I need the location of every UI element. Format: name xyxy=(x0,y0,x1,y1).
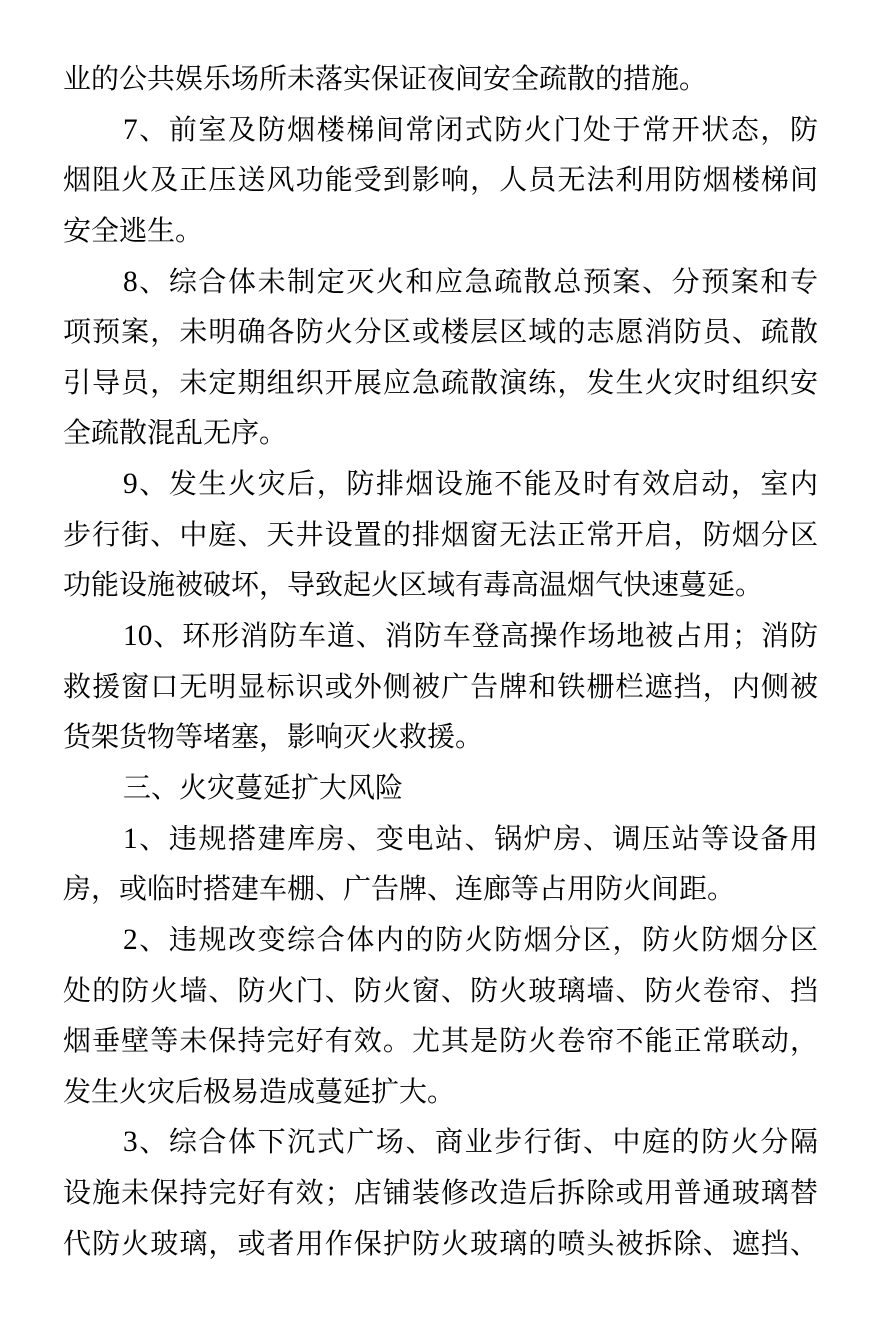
text-line: 发生火灾后极易造成蔓延扩大。 xyxy=(63,1074,456,1108)
text-line: 3、综合体下沉式广场、商业步行街、中庭的防火分隔 xyxy=(123,1125,818,1159)
text-line: 烟阻火及正压送风功能受到影响，人员无法利用防烟楼梯间 xyxy=(63,163,818,197)
list-number: 8 xyxy=(123,265,138,298)
text-line: 业的公共娱乐场所未落实保证夜间安全疏散的措施。 xyxy=(63,62,708,95)
text-line: 代防火玻璃，或者用作保护防火玻璃的喷头被拆除、遮挡、 xyxy=(63,1226,818,1260)
text-line: 10、环形消防车道、消防车登高操作场地被占用；消防 xyxy=(123,619,818,653)
text-line: 步行街、中庭、天井设置的排烟窗无法正常开启，防烟分区 xyxy=(63,517,818,551)
text-line: 设施未保持完好有效；店铺装修改造后拆除或用普通玻璃替 xyxy=(63,1176,818,1210)
text-line: 处的防火墙、防火门、防火窗、防火玻璃墙、防火卷帘、挡 xyxy=(63,973,818,1007)
text-line: 烟垂壁等未保持完好有效。尤其是防火卷帘不能正常联动， xyxy=(63,1024,818,1058)
text-line: 安全逃生。 xyxy=(63,213,204,247)
text-line: 功能设施被破坏，导致起火区域有毒高温烟气快速蔓延。 xyxy=(63,568,764,602)
list-number: 7 xyxy=(123,113,138,146)
text-line: 1、违规搭建库房、变电站、锅炉房、调压站等设备用 xyxy=(123,821,818,855)
text-line: 2、违规改变综合体内的防火防烟分区，防火防烟分区 xyxy=(123,922,818,956)
list-number: 10 xyxy=(123,620,153,653)
list-number: 2 xyxy=(123,923,138,956)
section-heading: 三、火灾蔓延扩大风险 xyxy=(123,770,404,804)
text-line: 7、前室及防烟楼梯间常闭式防火门处于常开状态，防 xyxy=(123,112,818,146)
text-line: 9、发生火灾后，防排烟设施不能及时有效启动，室内 xyxy=(123,467,818,501)
text-line: 货架货物等堵塞，影响灭火救援。 xyxy=(63,720,484,754)
list-number: 3 xyxy=(123,1126,138,1159)
text-line: 引导员，未定期组织开展应急疏散演练，发生火灾时组织安 xyxy=(63,365,818,399)
text-line: 救援窗口无明显标识或外侧被广告牌和铁栅栏遮挡，内侧被 xyxy=(63,669,818,703)
list-number: 9 xyxy=(123,468,138,501)
text-line: 房，或临时搭建车棚、广告牌、连廊等占用防火间距。 xyxy=(63,872,736,906)
text-line: 项预案，未明确各防火分区或楼层区域的志愿消防员、疏散 xyxy=(63,315,818,349)
document-body xyxy=(63,54,818,1269)
list-number: 1 xyxy=(123,822,138,855)
text-line: 全疏散混乱无序。 xyxy=(63,416,288,450)
text-line: 8、综合体未制定灭火和应急疏散总预案、分预案和专 xyxy=(123,264,818,298)
